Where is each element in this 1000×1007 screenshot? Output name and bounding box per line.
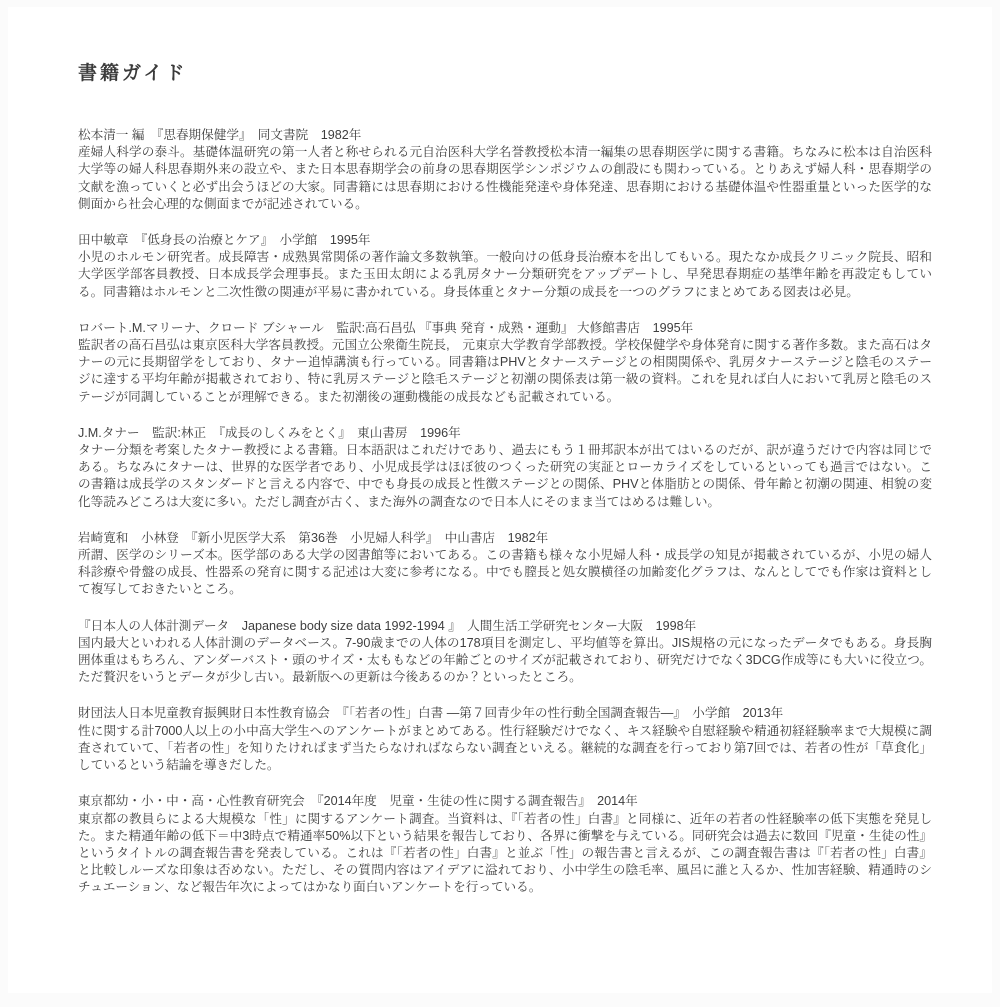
- book-entry-heading: 岩崎寛和 小林登 『新小児医学大系 第36巻 小児婦人科学』 中山書店 1982年: [78, 530, 549, 545]
- book-entry-heading: 財団法人日本児童教育振興財日本性教育協会 『「若者の性」白書 ―第７回青少年の性行動全国調査報告―』 小学館 2013年: [78, 706, 784, 721]
- book-entry: [78, 705, 932, 774]
- book-entry: [78, 320, 932, 406]
- book-entry-heading: 松本清一 編 『思春期保健学』 同文書院 1982年: [78, 128, 362, 142]
- book-entry-description: 東京都の教員らによる大規模な「性」に関するアンケート調査。当資料は、『「若者の性」白書』と同様に、近年の若者の性経験率の低下実態を発見した。また精通年齢の低下＝中3時点で精通率50%以下という結果を報告しており、各界に衝撃を与えている。同研究会は過去に数回『児童・生徒の性』というタイトルの調査報告書を発表している。これは『「若者の性」白書』と並ぶ「性」の報告書と言えるが、この調査報告書は『「若者の性」白書』と比較しルーズな印象は否めない。ただし、その質問内容はアイデアに溢れており、小中学生の陰毛率、風呂に誰と入るか、性加害経験、精通時のシチュエーション、など報告年次によってはかなり面白いアンケートを行っている。: [78, 811, 932, 895]
- book-entry-description: 監訳者の高石昌弘は東京医科大学客員教授。元国立公衆衛生院長, 元東京大学教育学部教授。学校保健学や身体発育に関する著作多数。また高石はタナーの元に長期留学をしており、タナー追悼講演も行っている。同書籍はPHVとタナーステージとの相関関係や、乳房タナーステージと陰毛のステージに達する平均年齢が掲載されており、特に乳房ステージと陰毛ステージと初潮の関係表は第一級の資料。これを見れば白人において乳房と陰毛のステージが同調していることが理解できる。また初潮後の運動機能の成長なども記載されている。: [78, 338, 932, 404]
- book-entry-description: 小児のホルモン研究者。成長障害・成熟異常関係の著作論文多数執筆。一般向けの低身長治療本を出してもいる。現たなか成長クリニック院長、昭和大学医学部客員教授、日本成長学会理事長。また玉田太朗による乳房タナー分類研究をアップデートし、早発思春期症の基準年齢を再設定もしている。同書籍はホルモンと二次性徴の関連が平易に書かれている。身長体重とタナー分類の成長を一つのグラフにまとめてある図表は必見。: [78, 250, 932, 299]
- book-entry-heading: J.M.タナー 監訳:林正 『成長のしくみをとく』 東山書房 1996年: [78, 425, 461, 440]
- book-entry: [78, 127, 932, 213]
- book-guide-page: [8, 7, 992, 993]
- book-entry-heading: 田中敏章 『低身長の治療とケア』 小学館 1995年: [78, 233, 371, 248]
- book-entry-heading: ロバート.M.マリーナ、クロード ブシャール 監訳:高石昌弘 『事典 発育・成熟・運動』 大修館書店 1995年: [78, 320, 694, 335]
- book-entry: [78, 618, 932, 687]
- book-entry: [78, 530, 932, 599]
- book-entry: [78, 793, 932, 896]
- book-entry-heading: 東京都幼・小・中・高・心性教育研究会 『2014年度 児童・生徒の性に関する調査報告』 2014年: [78, 794, 638, 809]
- book-entry: [78, 425, 932, 511]
- book-entry-description: 国内最大といわれる人体計測のデータベース。7-90歳までの人体の178項目を測定し、平均値等を算出。JIS規格の元になったデータでもある。身長胸囲体重はもちろん、アンダーバスト・頭のサイズ・太ももなどの年齢ごとのサイズが記載されており、研究だけでなく3DCG作成等にも大いに役立つ。ただ贅沢をいうとデータが少し古い。最新版への更新は今後あるのか？といったところ。: [78, 635, 932, 685]
- book-entry: [78, 232, 932, 301]
- book-entry-description: タナー分類を考案したタナー教授による書籍。日本語訳はこれだけであり、過去にもう１冊邦訳本が出てはいるのだが、訳が違うだけで内容は同じである。ちなみにタナーは、世界的な医学者であり、小児成長学はほぼ彼のつくった研究の実証とローカライズをしているといっても過言ではない。この書籍は成長学のスタンダードと言える内容で、中でも身長の成長と性徴ステージとの関係、PHVと体脂肪との関係、骨年齢と初潮の関連、相貌の変化等読みどころは大変に多い。ただし調査が古く、また海外の調査なので日本人にそのまま当てはめるは難しい。: [78, 443, 932, 509]
- page-title: 書籍ガイド: [78, 63, 188, 84]
- book-entry-description: 所謂、医学のシリーズ本。医学部のある大学の図書館等においてある。この書籍も様々な小児婦人科・成長学の知見が掲載されているが、小児の婦人科診療や骨盤の成長、性器系の発育に関する記述は大変に参考になる。中でも膣長と処女膜横径の加齢変化グラフは、なんとしてでも作家は資料として複写しておきたいところ。: [78, 548, 932, 597]
- book-entry-description: 性に関する計7000人以上の小中高大学生へのアンケートがまとめてある。性行経験だけでなく、キス経験や自慰経験や精通初経経験率まで大規模に調査されていて、「若者の性」を知りたければまず当たらなければならない調査といえる。継続的な調査を行っており第7回では、若者の性が「草食化」しているという結論を導きだした。: [78, 723, 932, 773]
- book-entry-heading: 『日本人の人体計測データ Japanese body size data 1992-1994 』 人間生活工学研究センター大阪 1998年: [78, 618, 697, 633]
- book-entry-description: 産婦人科学の泰斗。基礎体温研究の第一人者と称せられる元自治医科大学名誉教授松本清一編集の思春期医学に関する書籍。ちなみに松本は自治医科大学等の婦人科思春期外来の設立や、また日本思春期学会の前身の思春期医学シンポジウムの創設にも関わっている。とりあえず婦人科・思春期学の文献を漁っていくと必ず出会うほどの大家。同書籍には思春期における性機能発達や身体発達、思春期における基礎体温や性器重量といった医学的な側面から社会心理的な側面までが記述されている。: [78, 145, 932, 211]
